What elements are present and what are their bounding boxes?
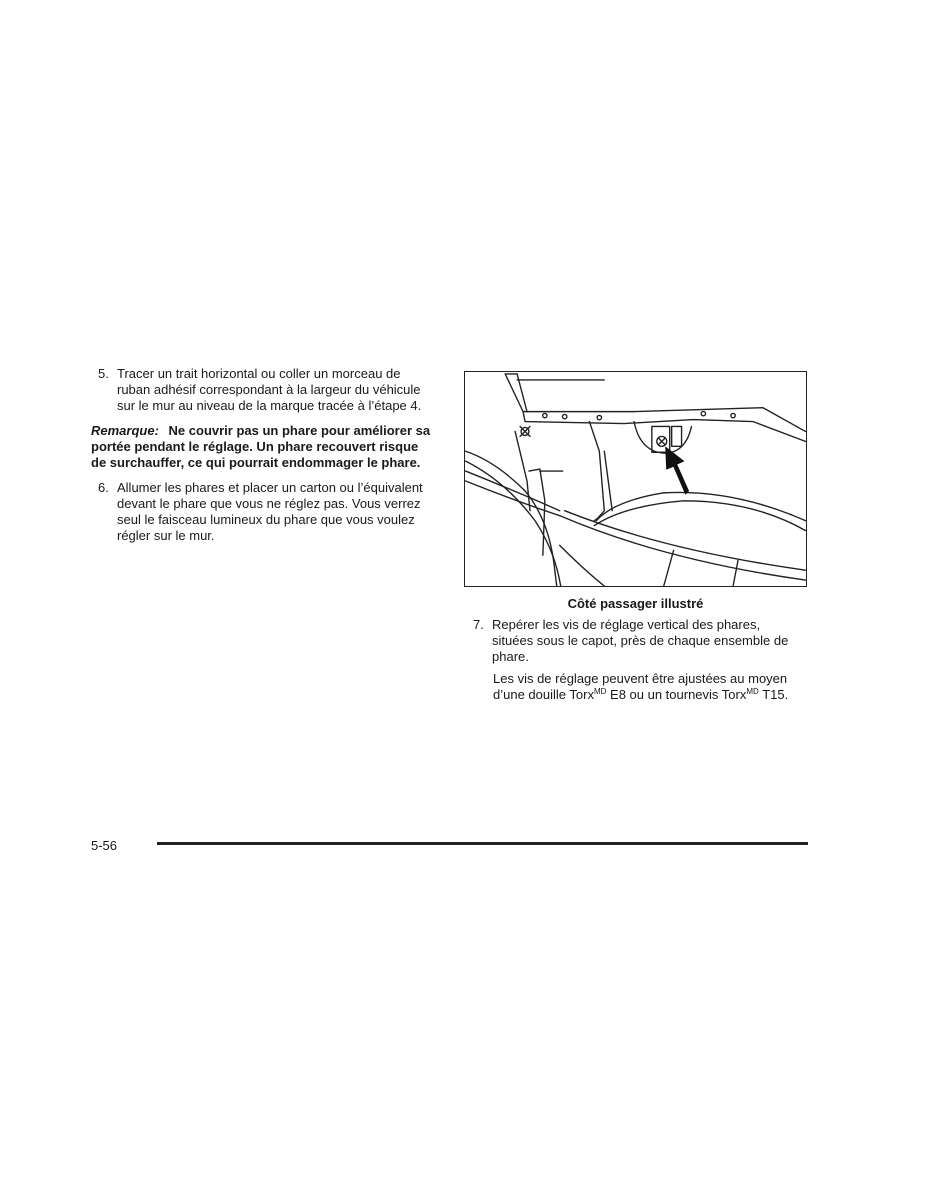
trademark-sup-2: MD bbox=[746, 687, 759, 696]
step-text: Tracer un trait horizontal ou coller un morceau de ruban adhésif correspondant à la largeur du véhicule sur le mur au niveau de la marque tracée à l’étape 4. bbox=[117, 366, 422, 413]
footer-rule bbox=[157, 842, 808, 845]
lower-line bbox=[560, 545, 605, 586]
lower-line bbox=[664, 550, 674, 586]
bumper-edge bbox=[466, 481, 560, 516]
trademark-sup-1: MD bbox=[593, 687, 607, 696]
adjuster-tab bbox=[672, 426, 682, 446]
bolt-hole bbox=[562, 414, 566, 418]
note-paragraph bbox=[91, 423, 436, 471]
step-number: 5. bbox=[98, 366, 109, 381]
adjuster-screw-slot bbox=[659, 438, 665, 444]
left-column bbox=[91, 366, 436, 553]
arrow-icon bbox=[666, 447, 689, 494]
step-7 bbox=[466, 617, 796, 665]
torx-text-2: E8 ou un tournevis Torx bbox=[606, 687, 747, 702]
note-label: Remarque: bbox=[91, 423, 159, 438]
bolt-hole bbox=[543, 413, 547, 417]
step-number: 6. bbox=[98, 480, 109, 495]
page-number: 5-56 bbox=[91, 838, 118, 853]
torx-text-3: T15. bbox=[758, 687, 789, 702]
lower-line bbox=[733, 560, 738, 586]
bumper-edge bbox=[466, 471, 560, 511]
bumper-edge bbox=[565, 511, 806, 570]
step-number: 7. bbox=[473, 617, 484, 632]
vertical-brace bbox=[604, 451, 612, 510]
radiator-support-edge bbox=[505, 374, 805, 431]
headlamp-body bbox=[594, 501, 805, 531]
step-text: Repérer les vis de réglage vertical des phares, situées sous le capot, près de chaque ensemble de phare. bbox=[492, 617, 789, 664]
bolt-hole bbox=[597, 415, 601, 419]
bolt-hole bbox=[731, 413, 735, 417]
torx-text-1: Les vis de réglage peuvent être ajustées au moyen d’une douille Torx bbox=[493, 671, 788, 702]
vertical-brace bbox=[589, 422, 604, 521]
step-6 bbox=[91, 480, 436, 544]
right-column bbox=[466, 617, 796, 703]
figure-caption: Côté passager illustré bbox=[567, 596, 704, 611]
torx-paragraph bbox=[466, 671, 796, 703]
block-edge bbox=[529, 469, 545, 555]
headlight-illustration bbox=[464, 371, 807, 587]
step-text: Allumer les phares et placer un carton ou l’équivalent devant le phare que vous ne réglez pas. Vous verrez seul le faisceau lumineux du phare que vous voulez régler sur le mur. bbox=[117, 480, 423, 543]
bolt-hole bbox=[701, 411, 705, 415]
step-5 bbox=[91, 366, 436, 414]
note-text: Ne couvrir pas un phare pour améliorer sa portée pendant le réglage. Un phare recouvert risque de surchauffer, ce qui pourrait endommager le phare. bbox=[91, 423, 431, 470]
